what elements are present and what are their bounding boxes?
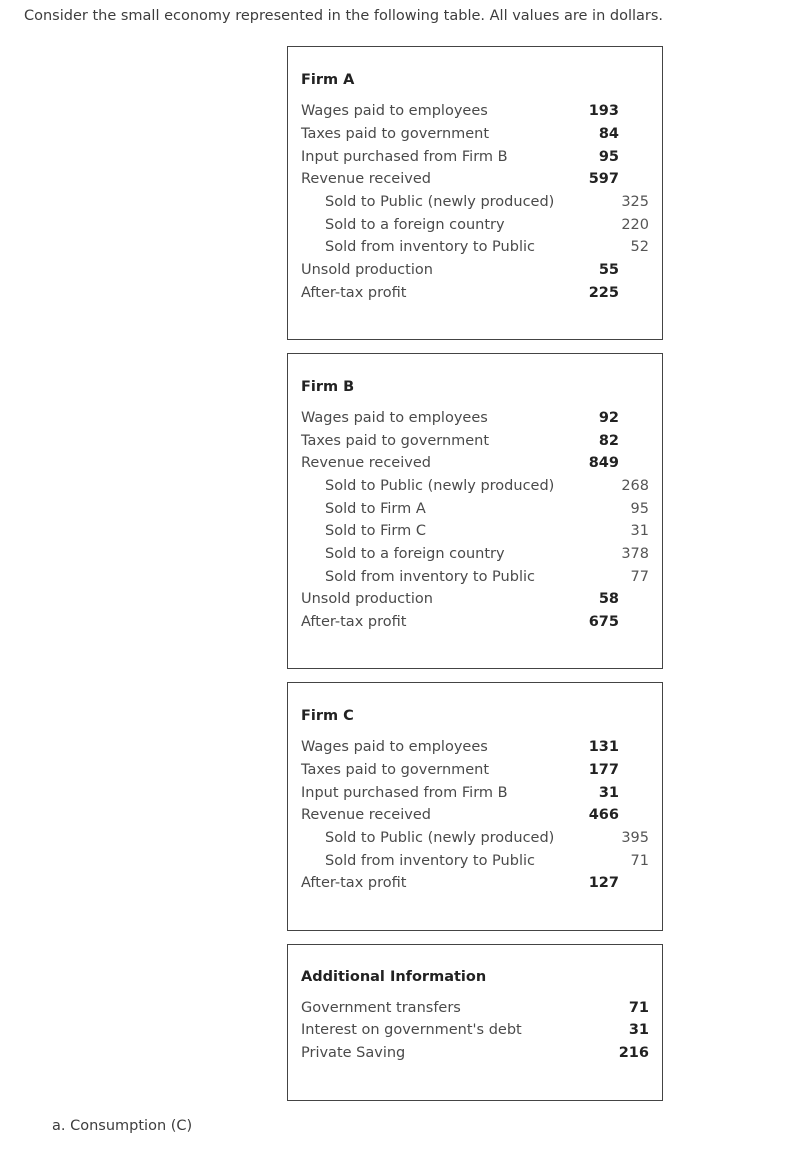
row-label: Revenue received <box>301 171 431 187</box>
row-value: 225 <box>588 285 619 301</box>
firm-b-row-sold-firm-c <box>301 523 662 545</box>
firm-a-row-taxes <box>301 126 662 148</box>
row-label: Sold to Public (newly produced) <box>325 194 555 210</box>
intro-text: Consider the small economy represented in the following table. All values are in dollars. <box>24 8 664 24</box>
row-label: Taxes paid to government <box>301 762 490 778</box>
firm-b-row-revenue <box>301 455 662 477</box>
row-label: Wages paid to employees <box>301 103 488 119</box>
row-value: 597 <box>588 171 619 187</box>
row-value: 268 <box>621 478 649 494</box>
row-label: Sold from inventory to Public <box>325 569 535 585</box>
firm-c-row-revenue <box>301 807 662 829</box>
row-value: 325 <box>621 194 649 210</box>
row-value: 95 <box>630 501 649 517</box>
row-value: 395 <box>621 830 649 846</box>
row-label: Wages paid to employees <box>301 739 488 755</box>
row-label: Sold from inventory to Public <box>325 853 535 869</box>
firm-b-title: Firm B <box>301 379 355 395</box>
additional-info-box <box>287 944 663 1101</box>
row-label: Sold to Public (newly produced) <box>325 830 555 846</box>
firm-b-row-wages <box>301 410 662 432</box>
firm-c-box <box>287 682 663 931</box>
row-label: Taxes paid to government <box>301 433 490 449</box>
row-label: Unsold production <box>301 591 433 607</box>
firm-b-row-sold-inventory <box>301 569 662 591</box>
row-label: After-tax profit <box>301 614 407 630</box>
additional-row-interest <box>301 1022 662 1044</box>
row-value: 466 <box>588 807 619 823</box>
row-value: 193 <box>588 103 619 119</box>
row-value: 31 <box>628 1022 649 1038</box>
row-label: Sold to Firm A <box>325 501 426 517</box>
row-label: Sold to Public (newly produced) <box>325 478 555 494</box>
firm-a-title: Firm A <box>301 72 355 88</box>
firm-b-row-sold-public <box>301 478 662 500</box>
row-label: After-tax profit <box>301 285 407 301</box>
additional-row-saving <box>301 1045 662 1067</box>
additional-row-transfers <box>301 1000 662 1022</box>
firm-a-row-wages <box>301 103 662 125</box>
row-label: Revenue received <box>301 807 431 823</box>
row-value: 131 <box>588 739 619 755</box>
firm-c-row-taxes <box>301 762 662 784</box>
firm-c-title: Firm C <box>301 708 354 724</box>
row-value: 71 <box>628 1000 649 1016</box>
row-label: Input purchased from Firm B <box>301 785 508 801</box>
row-value: 84 <box>598 126 619 142</box>
row-label: Private Saving <box>301 1045 406 1061</box>
firm-c-row-sold-inventory <box>301 853 662 875</box>
row-value: 675 <box>588 614 619 630</box>
row-value: 31 <box>630 523 649 539</box>
row-label: Interest on government's debt <box>301 1022 522 1038</box>
row-label: After-tax profit <box>301 875 407 891</box>
row-label: Input purchased from Firm B <box>301 149 508 165</box>
additional-info-title: Additional Information <box>301 969 487 985</box>
firm-b-row-unsold <box>301 591 662 613</box>
row-label: Sold to a foreign country <box>325 546 505 562</box>
firm-a-row-sold-foreign <box>301 217 662 239</box>
row-value: 55 <box>598 262 619 278</box>
row-label: Wages paid to employees <box>301 410 488 426</box>
row-value: 177 <box>588 762 619 778</box>
firm-a-row-input <box>301 149 662 171</box>
row-value: 216 <box>618 1045 649 1061</box>
firm-a-row-profit <box>301 285 662 307</box>
row-value: 92 <box>598 410 619 426</box>
firm-b-row-sold-foreign <box>301 546 662 568</box>
firm-a-row-revenue <box>301 171 662 193</box>
firm-b-box <box>287 353 663 669</box>
firm-b-row-profit <box>301 614 662 636</box>
firm-a-row-sold-public <box>301 194 662 216</box>
row-value: 58 <box>598 591 619 607</box>
row-value: 127 <box>588 875 619 891</box>
row-value: 95 <box>598 149 619 165</box>
row-label: Sold to a foreign country <box>325 217 505 233</box>
row-label: Taxes paid to government <box>301 126 490 142</box>
row-label: Sold from inventory to Public <box>325 239 535 255</box>
question-consumption: a. Consumption (C) <box>52 1118 193 1134</box>
firm-a-row-sold-inventory <box>301 239 662 261</box>
row-value: 82 <box>598 433 619 449</box>
row-value: 31 <box>598 785 619 801</box>
firm-c-row-sold-public <box>301 830 662 852</box>
firm-b-row-taxes <box>301 433 662 455</box>
firm-a-row-unsold <box>301 262 662 284</box>
row-label: Revenue received <box>301 455 431 471</box>
row-label: Unsold production <box>301 262 433 278</box>
row-value: 849 <box>588 455 619 471</box>
firm-c-row-wages <box>301 739 662 761</box>
firm-b-row-sold-firm-a <box>301 501 662 523</box>
row-value: 220 <box>621 217 649 233</box>
row-value: 71 <box>630 853 649 869</box>
row-label: Government transfers <box>301 1000 461 1016</box>
row-label: Sold to Firm C <box>325 523 426 539</box>
row-value: 52 <box>630 239 649 255</box>
firm-c-row-profit <box>301 875 662 897</box>
row-value: 77 <box>630 569 649 585</box>
firm-a-box <box>287 46 663 340</box>
row-value: 378 <box>621 546 649 562</box>
firm-c-row-input <box>301 785 662 807</box>
